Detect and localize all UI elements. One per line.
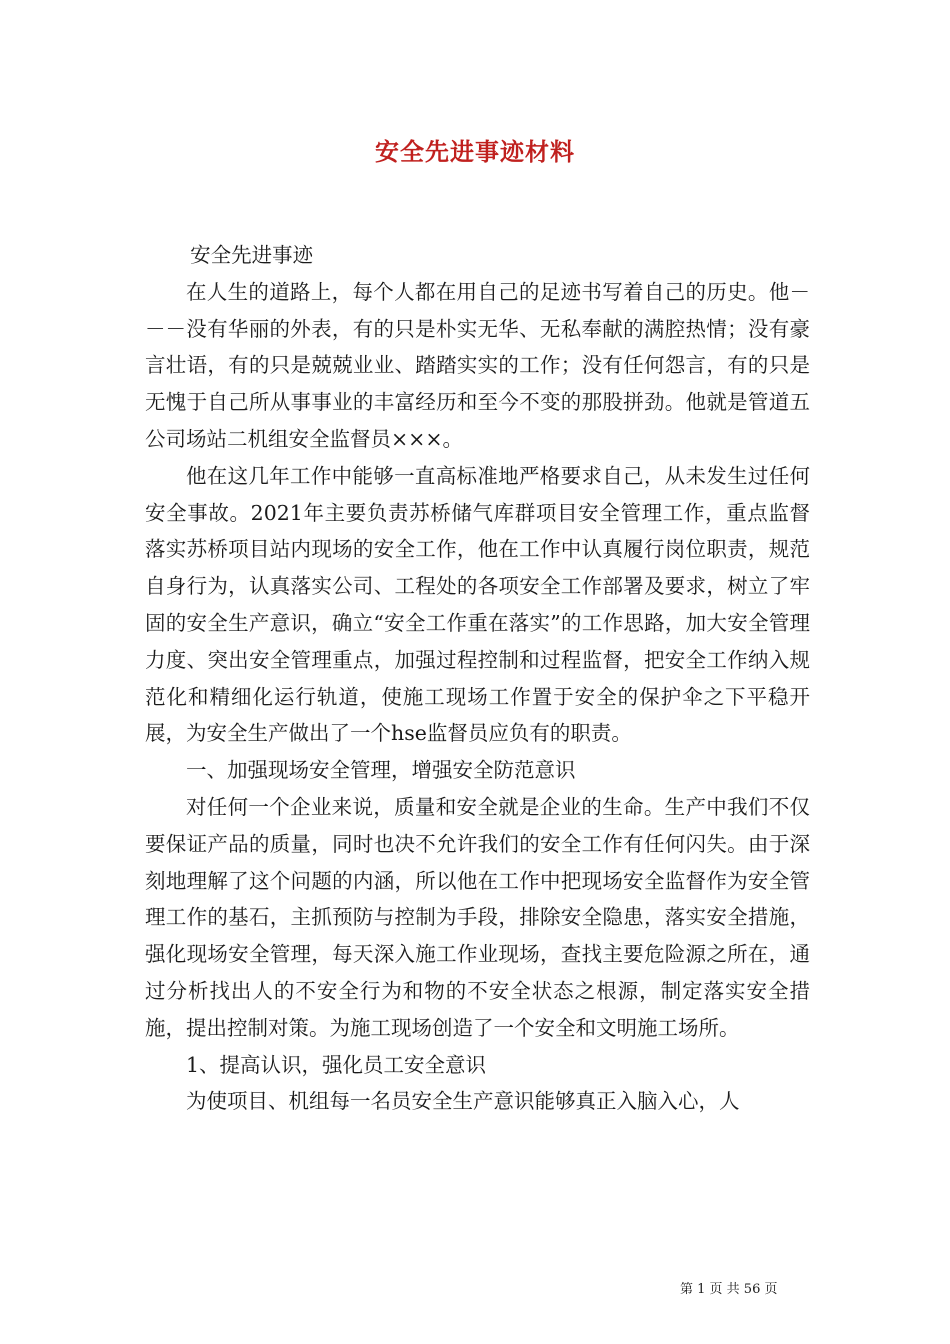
paragraph: 他在这几年工作中能够一直高标准地严格要求自己，从未发生过任何安全事故。2021年主要负责苏桥储气库群项目安全管理工作，重点监督落实苏桥项目站内现场的安全工作，他在工作中认真履行岗位职责，规范自身行为，认真落实公司、工程处的各项安全工作部署及要求，树立了牢固的安全生产意识，确立“安全工作重在落实”的工作思路，加大安全管理力度、突出安全管理重点，加强过程控制和过程监督，把安全工作纳入规范化和精细化运行轨道，使施工现场工作置于安全的保护伞之下平稳开展，为安全生产做出了一个hse监督员应负有的职责。 — [145, 463, 810, 746]
section-heading: 安全先进事迹 — [190, 243, 314, 267]
subsection-heading: 1、提高认识，强化员工安全意识 — [186, 1052, 487, 1077]
paragraph: 为使项目、机组每一名员安全生产意识能够真正入脑入心，人 — [186, 1089, 740, 1114]
section-heading: 一、加强现场安全管理，增强安全防范意识 — [186, 758, 576, 783]
document-title: 安全先进事迹材料 — [375, 137, 575, 166]
paragraph: 在人生的道路上，每个人都在用自己的足迹书写着自己的历史。他－－－没有华丽的外表，有的只是朴实无华、无私奉献的满腔热情；没有豪言壮语，有的只是兢兢业业、踏踏实实的工作；没有任何怨言，有的只是无愧于自己所从事事业的丰富经历和至今不变的那股拼劲。他就是管道五公司场站二机组安全监督员×××。 — [145, 279, 810, 451]
page-footer: 第 1 页 共 56 页 — [680, 1282, 778, 1297]
paragraph: 对任何一个企业来说，质量和安全就是企业的生命。生产中我们不仅要保证产品的质量，同时也决不允许我们的安全工作有任何闪失。由于深刻地理解了这个问题的内涵，所以他在工作中把现场安全监督作为安全管理工作的基石，主抓预防与控制为手段，排除安全隐患，落实安全措施，强化现场安全管理，每天深入施工作业现场，查找主要危险源之所在，通过分析找出人的不安全行为和物的不安全状态之根源，制定落实安全措施，提出控制对策。为施工现场创造了一个安全和文明施工场所。 — [145, 794, 810, 1040]
document-body — [145, 237, 810, 1120]
